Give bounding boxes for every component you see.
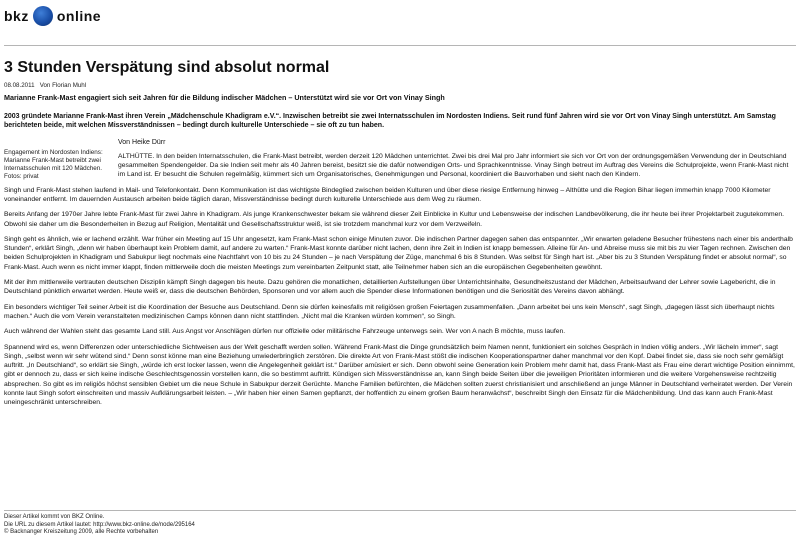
site-header — [4, 6, 796, 46]
article-subtitle: Marianne Frank-Mast engagiert sich seit Jahren für die Bildung indischer Mädchen – Unterstützt wird sie vor Ort von Vinay Singh — [4, 92, 445, 102]
article-lead: 2003 gründete Marianne Frank-Mast ihren Verein „Mädchenschule Khadigram e.V.“. Inzwischen betreibt sie zwei Internatsschulen im Nordosten Indiens. Seit rund fünf Jahren wird sie vor Ort von Vinay Singh unterstützt. Am Samstag berichteten beide, mit welchen Missverständnissen – bedingt durch kulturelle Unterschiede – sie oft zu tun haben. — [4, 112, 776, 130]
bkz-online-logo[interactable] — [4, 6, 796, 26]
article-meta — [4, 81, 796, 91]
article-date: 08.08.2011 — [4, 82, 35, 89]
footer-source: Dieser Artikel kommt von BKZ Online. — [4, 514, 105, 520]
footer-divider — [4, 510, 796, 511]
article-author: Von Heike Dürr — [118, 139, 166, 147]
site-footer — [4, 514, 796, 537]
footer-url[interactable]: Die URL zu diesem Artikel lautet: http://www.bkz-online.de/node/295164 — [4, 521, 195, 528]
article-paragraph: Singh geht es ähnlich, wie er lachend erzählt. War früher ein Meeting auf 15 Uhr angesetzt, kam Frank-Mast schon einige Minuten zuvor. Die indischen Partner dagegen sahen das entspannter. „Wir erwarten geladene Besucher frühestens nach einer bis anderthalb Stunden“, erklärt Singh, „denn wir haben überhaupt kein Problem damit, auf andere zu warten.“ Frank-Mast konnte darüber nicht lachen, denn ihre Zeit in Indien ist knapp bemessen. Alleine für An- und Abreise muss sie mit bis zu vier Tagen rechnen. Zwischen den beiden Schulprojekten in Khadigram und Sabukpur liegt nochmals eine Nachtfahrt von 10 bis zu 24 Stunden – je nach Verspätung der Züge, manchmal 6 bis 8 Stunden. Was selbst für Singh hart ist. „Aber bis zu 3 Stunden Verspätung findet er absolut normal“, so Frank-Mast. Auch wenn es nicht immer klappt, finden mittlerweile doch die meisten Meetings zum vereinbarten Zeitpunkt statt, alle Teilnehmer haben sich an die europäischen Gegebenheiten gewöhnt. — [4, 235, 793, 271]
article-paragraph: Ein besonders wichtiger Teil seiner Arbeit ist die Koordination der Besuche aus Deutschland. Denn sie dürfen keinesfalls mit religiösen großen Feiertagen zusammenfallen. „Dann arbeitet bei uns kein Mensch“, sagt Singh, „dagegen lässt sich überhaupt nichts machen.“ Auch die vom Verein veranstalteten medizinischen Camps können dann nicht stattfinden. „Nicht mal die Kranken würden kommen“, so Singh. — [4, 303, 775, 320]
logo-text-bkz: bkz — [4, 8, 29, 24]
header-divider — [4, 45, 796, 46]
article-paragraph: Spannend wird es, wenn Differenzen oder unterschiedliche Sichtweisen aus der Welt geschafft werden sollen. Während Frank-Mast die Dinge grundsätzlich beim Namen nennt, funktioniert ein solches Gespräch in Indien völlig anders. „Wir lächeln immer“, sagt Singh, „selbst wenn wir sehr wütend sind.“ Denn sonst könne man eine Beziehung unwiederbringlich zerstören. Die direkte Art von Frank-Mast stößt die indischen Kooperationspartner daher manchmal vor den Kopf. Dabei findet sie, dass sie noch sehr gemäßigt auftritt. „In Deutschland“, so erklärt sie Singh, „würde ich erst locker lassen, wenn die Angelegenheit geklärt ist.“ Darüber amüsiert er sich. Denn obwohl seine Generation kein Problem mehr damit hat, dass Frank-Mast als Frau eine derart wichtige Position einnimmt, gibt er dennoch zu, dass er sich keine indische Geschlechtsgenossin vorstellen kann, die so bestimmt auftritt. Kündigen sich Missverständnisse an, kann Singh beide Seiten über die jeweiligen Prioritäten informieren und die weitere Vorgehensweise rechtzeitig absprechen. So gibt es im religiös höchst sensiblen Gebiet um die neue Schule in Sabukpur derzeit Gerüchte. Manche Familien befürchten, die Mädchen sollten zuerst christianisiert und anschließend an junge Männer in Deutschland verheiratet werden. Der Verein konnte laut Singh sofort einschreiten und massiv Aufklärungsarbeit leisten. – „Wir haben hier einen Samen gepflanzt, der hoffentlich zu einem großen Baum heranwächst“, beschreibt Singh den Einsatz für die Mädchenbildung. Und das kann auch Frank-Mast uneingeschränkt unterschreiben. — [4, 343, 795, 407]
article-paragraph: ALTHÜTTE. In den beiden Internatsschulen, die Frank-Mast betreibt, werden derzeit 120 Mädchen unterrichtet. Zwei bis drei Mal pro Jahr informiert sie sich vor Ort von der ordnungsgemäßen Verwendung der in Deutschland gesammelten Spendengelder. Da sie Indien seit mehr als 40 Jahren bereist, besitzt sie die dafür notwendigen Orts- und Sprachkenntnisse. Vinay Singh betreut im Auftrag des Vereins die Schulprojekte, wenn Frank-Mast nicht im Land ist. Er besucht die Schulen regelmäßig, kümmert sich um Organisatorisches, Genehmigungen und Personal, koordiniert die Bauvorhaben und sieht nach den Kindern. — [118, 152, 789, 179]
article-paragraph: Auch während der Wahlen steht das gesamte Land still. Aus Angst vor Anschlägen dürfen nur offizielle oder militärische Fahrzeuge unterwegs sein. Wer von A nach B möchte, muss laufen. — [4, 328, 566, 336]
article-byline: Von Florian Muhl — [39, 82, 87, 89]
footer-copyright: © Backnanger Kreiszeitung 2009, alle Rechte vorbehalten — [4, 529, 159, 535]
image-caption: Engagement im Nordosten Indiens: Marianne Frank-Mast betreibt zwei Internatsschulen mit 120 Mädchen. Fotos: privat — [4, 149, 103, 181]
article-body — [4, 138, 796, 407]
logo-globe-icon — [33, 6, 53, 26]
article-paragraph: Bereits Anfang der 1970er Jahre lebte Frank-Mast für zwei Jahre in Khadigram. Als junge Krankenschwester bekam sie während dieser Zeit Einblicke in Kultur und Lebensweise der indischen Landbevölkerung, die ihr heute bei ihrer Projektarbeit zugutekommen. Obwohl sie daher um die Besonderheiten in Bezug auf Religion, Mentalität und Gesellschaftsstruktur weiß, ist sie trotzdem manchmal kurz vor dem Verzweifeln. — [4, 211, 785, 228]
article-title: 3 Stunden Verspätung sind absolut normal — [4, 59, 330, 76]
article-paragraph: Singh und Frank-Mast stehen laufend in Mail- und Telefonkontakt. Denn Kommunikation ist das wichtigste Bindeglied zwischen beiden Kulturen und über diese riesige Entfernung hinweg – Althütte und die Region Bihar liegen immerhin knapp 7000 Kilometer voneinander entfernt. Im dauernden Austausch arbeiten beide täglich daran, Missverständnisse bedingt durch kulturelle Unterschiede aus dem Weg zu räumen. — [4, 186, 771, 203]
article — [4, 58, 796, 408]
logo-text-online: online — [56, 8, 102, 24]
article-paragraph: Mit der ihm mittlerweile vertrauten deutschen Disziplin kämpft Singh dagegen bis heute. Dazu gehören die monatlichen, detaillierten Aufstellungen über Unterrichtsinhalte, Gesundheitszustand der Mädchen, Arbeitsaufwand der Lehrer sowie Lagebericht, die in Deutschland pünktlich erwartet werden. Heute weiß er, dass die deutschen Behörden, Sponsoren und vor allem auch die Spender diese Informationen benötigen und die Seriosität des Vereins davon abhängt. — [4, 279, 776, 296]
